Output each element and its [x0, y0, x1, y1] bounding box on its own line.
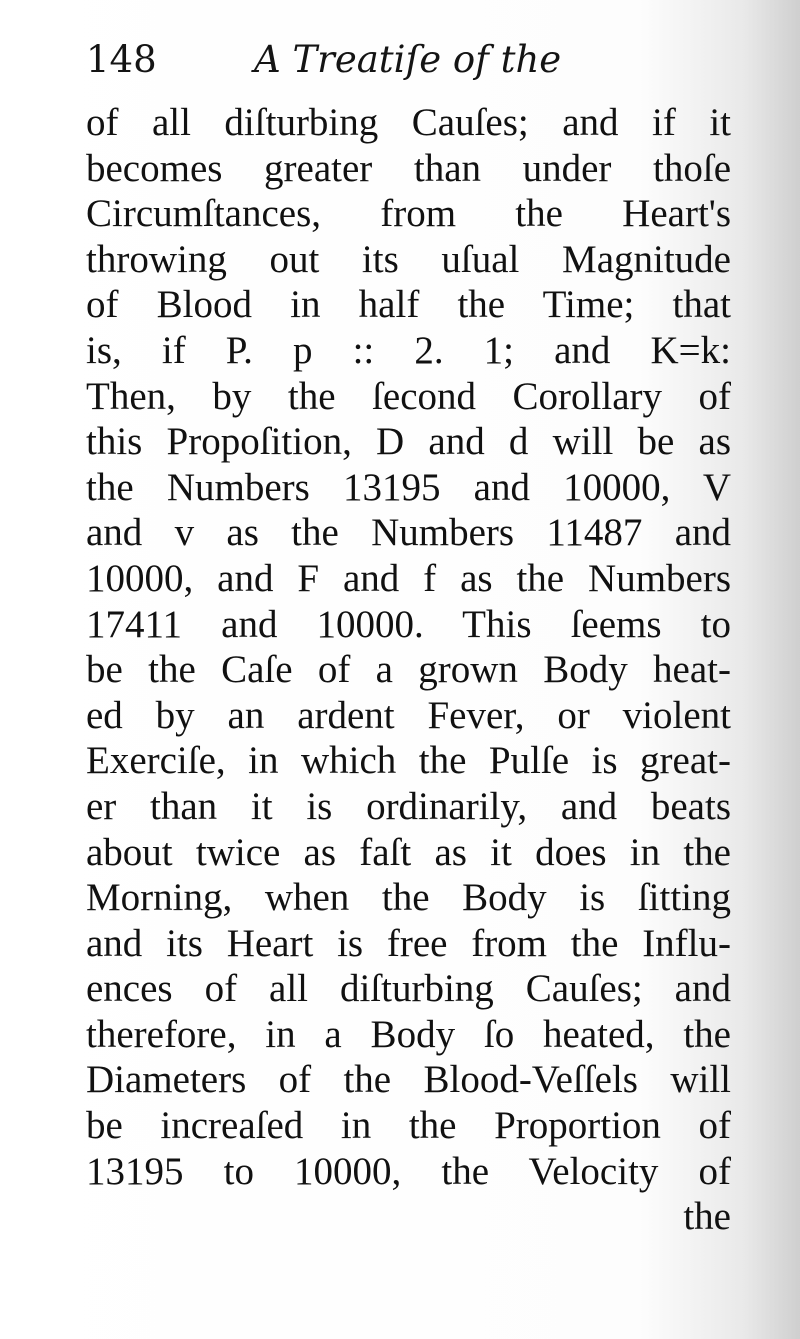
text-line: 17411 and 10000. This ſeems to	[86, 602, 731, 646]
text-line: of Blood in half the Time; that	[86, 283, 731, 327]
text-line: Then, by the ſecond Corollary of	[86, 374, 731, 418]
text-line: be the Caſe of a grown Body heat-	[86, 648, 731, 692]
text-line: this Propoſition, D and d will be as	[86, 420, 731, 464]
text-line: becomes greater than under thoſe	[86, 146, 731, 190]
text-line: Morning, when the Body is ſitting	[86, 876, 731, 920]
text-line: ed by an ardent Fever, or violent	[86, 693, 731, 737]
text-line: ences of all diſturbing Cauſes; and	[86, 967, 731, 1011]
text-line: Circumſtances, from the Heart's	[86, 192, 731, 236]
page-number: 148	[86, 38, 157, 81]
text-line: is, if P. p :: 2. 1; and K=k:	[86, 328, 731, 372]
text-line: Diameters of the Blood-Veſſels will	[86, 1058, 731, 1102]
text-line: er than it is ordinarily, and beats	[86, 784, 731, 828]
text-line: the Numbers 13195 and 10000, V	[86, 465, 731, 509]
text-line: Exerciſe, in which the Pulſe is great-	[86, 739, 731, 783]
text-line: 10000, and F and f as the Numbers	[86, 556, 731, 600]
text-line: therefore, in a Body ſo heated, the	[86, 1012, 731, 1056]
text-line: and v as the Numbers 11487 and	[86, 511, 731, 555]
body-text	[86, 100, 731, 1240]
text-line: about twice as faſt as it does in the	[86, 830, 731, 874]
text-line: 13195 to 10000, the Velocity of	[86, 1149, 731, 1193]
page-header	[86, 38, 726, 98]
text-line: throwing out its uſual Magnitude	[86, 237, 731, 281]
running-head: A Treatiſe of the	[254, 38, 562, 81]
text-line: and its Heart is free from the Influ-	[86, 921, 731, 965]
text-line: of all diſturbing Cauſes; and if it	[86, 101, 731, 144]
text-line: be increaſed in the Proportion of	[86, 1104, 731, 1148]
catchword: the	[683, 1195, 731, 1239]
